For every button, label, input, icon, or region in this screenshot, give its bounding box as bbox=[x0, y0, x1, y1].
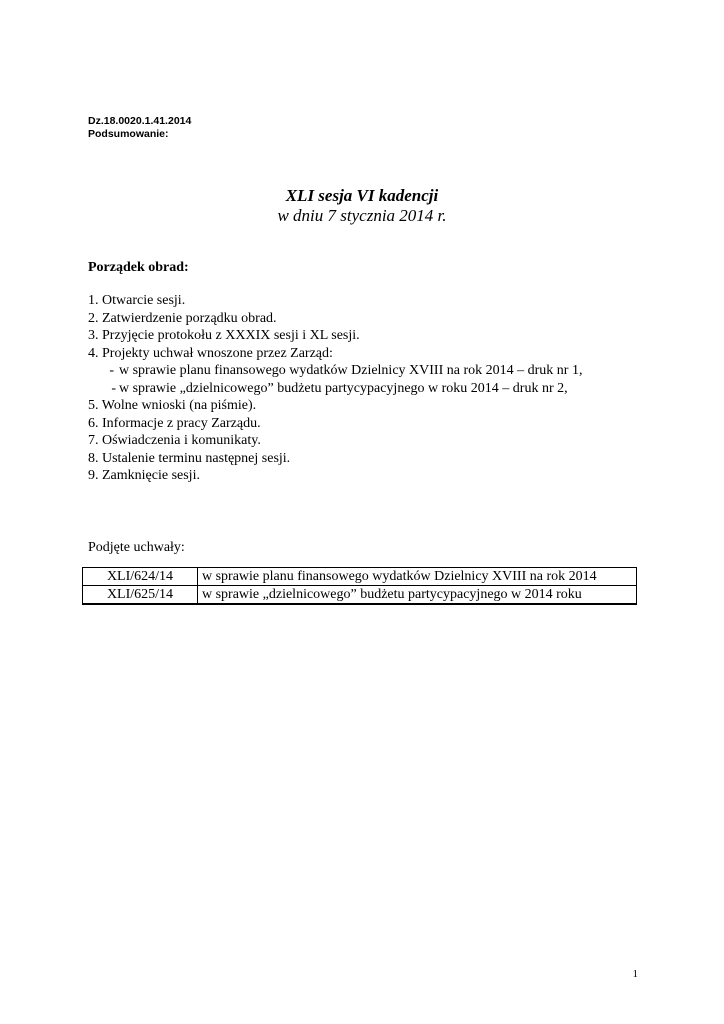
session-title bbox=[0, 186, 724, 226]
agenda-item: 5. Wolne wnioski (na piśmie). bbox=[88, 398, 257, 413]
page-number: 1 bbox=[632, 968, 638, 980]
session-date: w dniu 7 stycznia 2014 r. bbox=[277, 206, 447, 225]
summary-label: Podsumowanie: bbox=[88, 128, 169, 140]
resolution-subject: w sprawie planu finansowego wydatków Dzielnicy XVIII na rok 2014 bbox=[198, 568, 637, 586]
resolution-number: XLI/624/14 bbox=[83, 568, 198, 586]
table-row bbox=[83, 586, 637, 605]
agenda-subitem bbox=[88, 380, 582, 398]
agenda-item: 8. Ustalenie terminu następnej sesji. bbox=[88, 450, 291, 466]
document-header bbox=[88, 115, 191, 141]
agenda-item: 9. Zamknięcie sesji. bbox=[88, 468, 200, 483]
agenda-item: 4. Projekty uchwał wnoszone przez Zarząd: bbox=[88, 345, 333, 361]
session-name: XLI sesja VI kadencji bbox=[285, 186, 439, 205]
agenda-item: 6. Informacje z pracy Zarządu. bbox=[88, 415, 261, 431]
agenda-item: 7. Oświadczenia i komunikaty. bbox=[88, 433, 261, 448]
reference-number: Dz.18.0020.1.41.2014 bbox=[88, 115, 192, 127]
resolutions-table bbox=[82, 567, 637, 605]
bullet-dash: - bbox=[109, 363, 114, 378]
resolution-number: XLI/625/14 bbox=[83, 586, 198, 605]
resolution-subject: w sprawie „dzielnicowego” budżetu partycypacyjnego w 2014 roku bbox=[198, 586, 637, 605]
agenda-subitem bbox=[88, 362, 582, 380]
agenda-item: 1. Otwarcie sesji. bbox=[88, 293, 186, 308]
agenda-item: 2. Zatwierdzenie porządku obrad. bbox=[88, 310, 277, 326]
agenda-heading: Porządek obrad: bbox=[88, 260, 189, 275]
agenda-list bbox=[88, 292, 582, 485]
agenda-subitem-text: w sprawie „dzielnicowego” budżetu partycypacyjnego w roku 2014 – druk nr 2, bbox=[119, 380, 568, 396]
agenda-subitem-text: w sprawie planu finansowego wydatków Dzielnicy XVIII na rok 2014 – druk nr 1, bbox=[119, 363, 583, 378]
agenda-item: 3. Przyjęcie protokołu z XXXIX sesji i XL sesji. bbox=[88, 328, 360, 343]
bullet-dash: - bbox=[111, 380, 116, 396]
resolutions-heading: Podjęte uchwały: bbox=[88, 540, 185, 555]
table-row bbox=[83, 568, 637, 586]
